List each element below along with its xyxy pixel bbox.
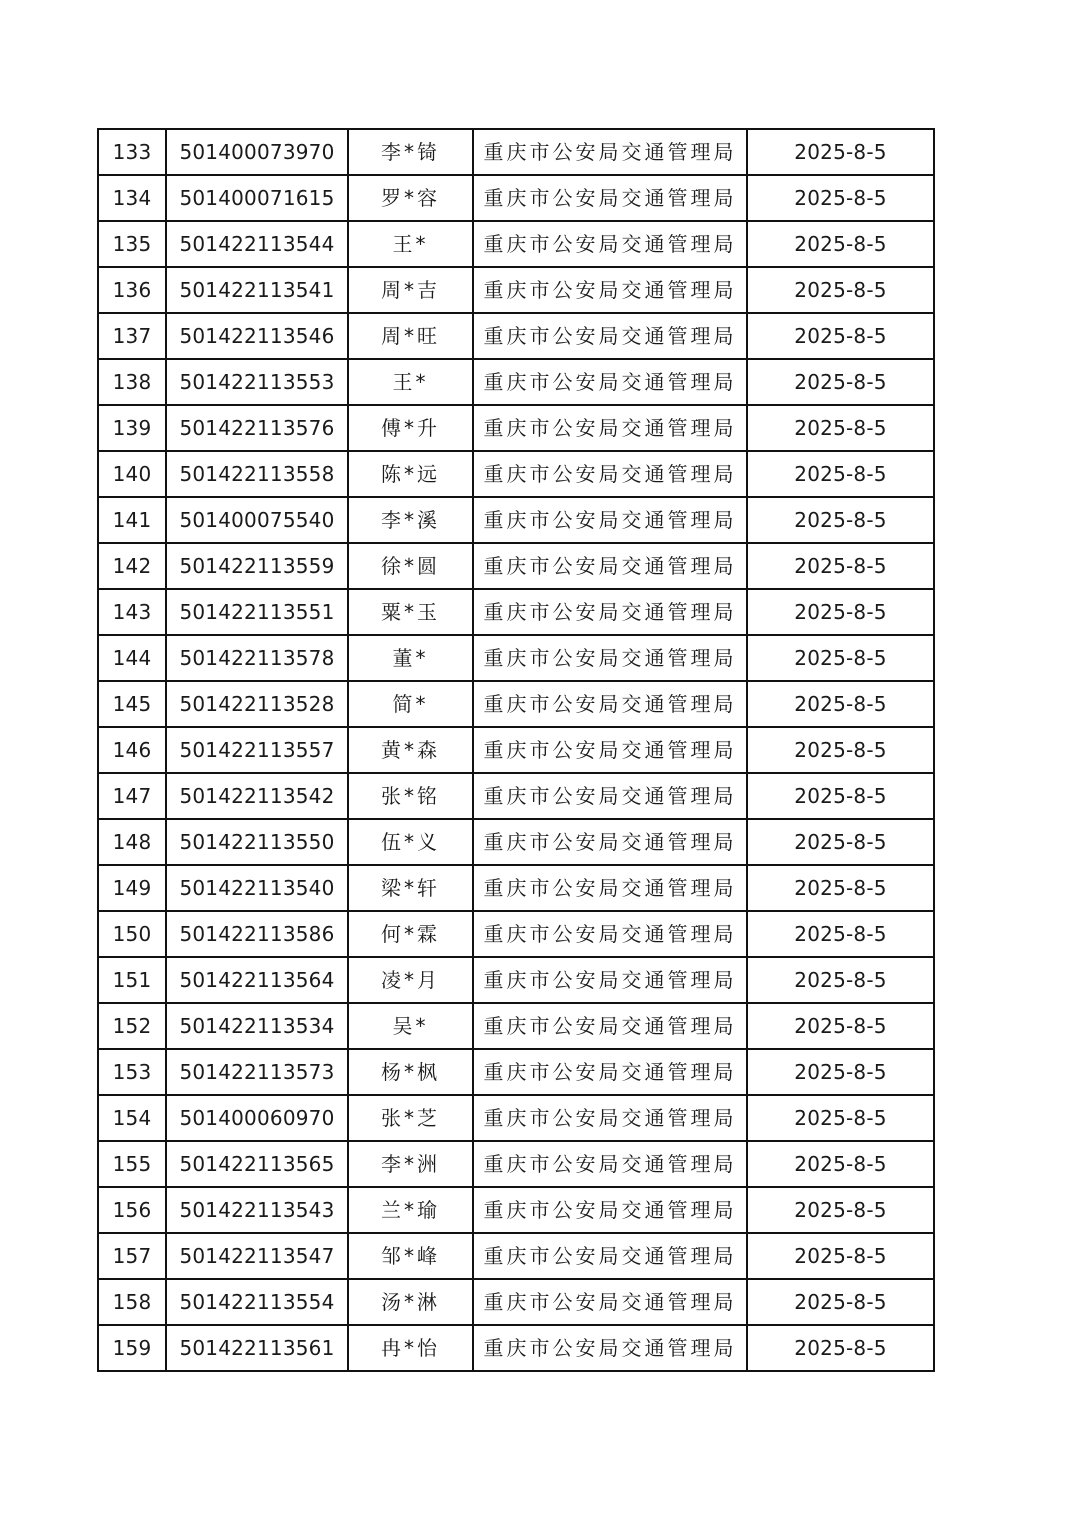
table-row xyxy=(98,635,934,681)
table-row xyxy=(98,589,934,635)
row-id-cell: 501422113550 xyxy=(166,819,348,865)
row-seq-cell: 151 xyxy=(98,957,166,1003)
row-org-cell: 重庆市公安局交通管理局 xyxy=(473,359,747,405)
row-name-cell: 何*霖 xyxy=(348,911,473,957)
row-name-cell: 李*溪 xyxy=(348,497,473,543)
row-date-cell: 2025-8-5 xyxy=(747,727,934,773)
row-name-cell: 简* xyxy=(348,681,473,727)
row-seq-cell: 145 xyxy=(98,681,166,727)
table-row xyxy=(98,267,934,313)
table-row xyxy=(98,359,934,405)
row-seq-cell: 143 xyxy=(98,589,166,635)
row-seq-cell: 146 xyxy=(98,727,166,773)
row-name-cell: 罗*容 xyxy=(348,175,473,221)
row-org-cell: 重庆市公安局交通管理局 xyxy=(473,1279,747,1325)
row-id-cell: 501422113558 xyxy=(166,451,348,497)
row-org-cell: 重庆市公安局交通管理局 xyxy=(473,175,747,221)
row-id-cell: 501422113542 xyxy=(166,773,348,819)
row-id-cell: 501422113559 xyxy=(166,543,348,589)
row-date-cell: 2025-8-5 xyxy=(747,129,934,175)
row-date-cell: 2025-8-5 xyxy=(747,221,934,267)
row-date-cell: 2025-8-5 xyxy=(747,635,934,681)
row-date-cell: 2025-8-5 xyxy=(747,175,934,221)
row-id-cell: 501422113528 xyxy=(166,681,348,727)
row-seq-cell: 139 xyxy=(98,405,166,451)
row-seq-cell: 154 xyxy=(98,1095,166,1141)
row-name-cell: 傅*升 xyxy=(348,405,473,451)
row-org-cell: 重庆市公安局交通管理局 xyxy=(473,1233,747,1279)
row-seq-cell: 147 xyxy=(98,773,166,819)
row-date-cell: 2025-8-5 xyxy=(747,451,934,497)
row-seq-cell: 135 xyxy=(98,221,166,267)
row-date-cell: 2025-8-5 xyxy=(747,865,934,911)
row-seq-cell: 157 xyxy=(98,1233,166,1279)
table-row xyxy=(98,819,934,865)
row-id-cell: 501422113546 xyxy=(166,313,348,359)
row-org-cell: 重庆市公安局交通管理局 xyxy=(473,865,747,911)
row-name-cell: 黄*森 xyxy=(348,727,473,773)
row-org-cell: 重庆市公安局交通管理局 xyxy=(473,313,747,359)
table-row xyxy=(98,1187,934,1233)
row-date-cell: 2025-8-5 xyxy=(747,405,934,451)
table-row xyxy=(98,175,934,221)
table-row xyxy=(98,1233,934,1279)
row-org-cell: 重庆市公安局交通管理局 xyxy=(473,1095,747,1141)
row-date-cell: 2025-8-5 xyxy=(747,773,934,819)
row-seq-cell: 133 xyxy=(98,129,166,175)
row-name-cell: 杨*枫 xyxy=(348,1049,473,1095)
row-org-cell: 重庆市公安局交通管理局 xyxy=(473,819,747,865)
row-id-cell: 501422113543 xyxy=(166,1187,348,1233)
row-org-cell: 重庆市公安局交通管理局 xyxy=(473,773,747,819)
row-seq-cell: 158 xyxy=(98,1279,166,1325)
row-date-cell: 2025-8-5 xyxy=(747,1325,934,1371)
row-name-cell: 王* xyxy=(348,221,473,267)
row-date-cell: 2025-8-5 xyxy=(747,589,934,635)
table-row xyxy=(98,129,934,175)
row-date-cell: 2025-8-5 xyxy=(747,313,934,359)
row-org-cell: 重庆市公安局交通管理局 xyxy=(473,129,747,175)
row-date-cell: 2025-8-5 xyxy=(747,1049,934,1095)
records-table xyxy=(97,128,935,1372)
row-id-cell: 501422113554 xyxy=(166,1279,348,1325)
row-id-cell: 501422113553 xyxy=(166,359,348,405)
row-name-cell: 陈*远 xyxy=(348,451,473,497)
table-row xyxy=(98,1049,934,1095)
row-seq-cell: 156 xyxy=(98,1187,166,1233)
table-row xyxy=(98,1095,934,1141)
row-seq-cell: 159 xyxy=(98,1325,166,1371)
row-date-cell: 2025-8-5 xyxy=(747,1095,934,1141)
row-name-cell: 伍*义 xyxy=(348,819,473,865)
row-seq-cell: 155 xyxy=(98,1141,166,1187)
row-id-cell: 501422113576 xyxy=(166,405,348,451)
row-org-cell: 重庆市公安局交通管理局 xyxy=(473,911,747,957)
row-id-cell: 501422113564 xyxy=(166,957,348,1003)
row-date-cell: 2025-8-5 xyxy=(747,543,934,589)
row-org-cell: 重庆市公安局交通管理局 xyxy=(473,221,747,267)
row-org-cell: 重庆市公安局交通管理局 xyxy=(473,451,747,497)
row-seq-cell: 134 xyxy=(98,175,166,221)
row-org-cell: 重庆市公安局交通管理局 xyxy=(473,957,747,1003)
row-name-cell: 周*吉 xyxy=(348,267,473,313)
row-name-cell: 李*锜 xyxy=(348,129,473,175)
row-id-cell: 501422113541 xyxy=(166,267,348,313)
row-org-cell: 重庆市公安局交通管理局 xyxy=(473,1325,747,1371)
row-name-cell: 王* xyxy=(348,359,473,405)
table-row xyxy=(98,1141,934,1187)
row-org-cell: 重庆市公安局交通管理局 xyxy=(473,267,747,313)
row-name-cell: 兰*瑜 xyxy=(348,1187,473,1233)
table-row xyxy=(98,221,934,267)
table-row xyxy=(98,543,934,589)
row-seq-cell: 136 xyxy=(98,267,166,313)
table-row xyxy=(98,727,934,773)
row-seq-cell: 153 xyxy=(98,1049,166,1095)
records-table-body xyxy=(98,129,934,1371)
row-id-cell: 501422113573 xyxy=(166,1049,348,1095)
row-org-cell: 重庆市公安局交通管理局 xyxy=(473,543,747,589)
row-id-cell: 501422113578 xyxy=(166,635,348,681)
row-date-cell: 2025-8-5 xyxy=(747,1233,934,1279)
table-row xyxy=(98,1003,934,1049)
table-row xyxy=(98,405,934,451)
row-id-cell: 501400073970 xyxy=(166,129,348,175)
row-seq-cell: 137 xyxy=(98,313,166,359)
row-date-cell: 2025-8-5 xyxy=(747,681,934,727)
row-name-cell: 梁*轩 xyxy=(348,865,473,911)
row-id-cell: 501422113557 xyxy=(166,727,348,773)
table-row xyxy=(98,1325,934,1371)
row-name-cell: 吴* xyxy=(348,1003,473,1049)
row-seq-cell: 148 xyxy=(98,819,166,865)
row-name-cell: 周*旺 xyxy=(348,313,473,359)
row-name-cell: 邹*峰 xyxy=(348,1233,473,1279)
row-name-cell: 李*洲 xyxy=(348,1141,473,1187)
row-seq-cell: 140 xyxy=(98,451,166,497)
row-name-cell: 董* xyxy=(348,635,473,681)
row-id-cell: 501422113547 xyxy=(166,1233,348,1279)
table-row xyxy=(98,773,934,819)
row-id-cell: 501422113544 xyxy=(166,221,348,267)
row-org-cell: 重庆市公安局交通管理局 xyxy=(473,727,747,773)
row-id-cell: 501400060970 xyxy=(166,1095,348,1141)
row-id-cell: 501422113551 xyxy=(166,589,348,635)
row-org-cell: 重庆市公安局交通管理局 xyxy=(473,405,747,451)
row-date-cell: 2025-8-5 xyxy=(747,1187,934,1233)
row-date-cell: 2025-8-5 xyxy=(747,359,934,405)
row-name-cell: 凌*月 xyxy=(348,957,473,1003)
row-id-cell: 501422113561 xyxy=(166,1325,348,1371)
table-row xyxy=(98,957,934,1003)
row-org-cell: 重庆市公安局交通管理局 xyxy=(473,681,747,727)
row-id-cell: 501422113586 xyxy=(166,911,348,957)
table-row xyxy=(98,911,934,957)
row-name-cell: 张*铭 xyxy=(348,773,473,819)
row-id-cell: 501400071615 xyxy=(166,175,348,221)
row-seq-cell: 142 xyxy=(98,543,166,589)
row-name-cell: 张*芝 xyxy=(348,1095,473,1141)
row-org-cell: 重庆市公安局交通管理局 xyxy=(473,1141,747,1187)
row-org-cell: 重庆市公安局交通管理局 xyxy=(473,1003,747,1049)
row-org-cell: 重庆市公安局交通管理局 xyxy=(473,635,747,681)
row-seq-cell: 141 xyxy=(98,497,166,543)
table-row xyxy=(98,497,934,543)
row-seq-cell: 138 xyxy=(98,359,166,405)
row-seq-cell: 144 xyxy=(98,635,166,681)
row-org-cell: 重庆市公安局交通管理局 xyxy=(473,589,747,635)
row-seq-cell: 149 xyxy=(98,865,166,911)
row-name-cell: 徐*圆 xyxy=(348,543,473,589)
table-row xyxy=(98,1279,934,1325)
row-date-cell: 2025-8-5 xyxy=(747,497,934,543)
row-id-cell: 501422113565 xyxy=(166,1141,348,1187)
table-row xyxy=(98,451,934,497)
row-seq-cell: 152 xyxy=(98,1003,166,1049)
row-date-cell: 2025-8-5 xyxy=(747,819,934,865)
row-date-cell: 2025-8-5 xyxy=(747,1003,934,1049)
row-id-cell: 501422113534 xyxy=(166,1003,348,1049)
row-org-cell: 重庆市公安局交通管理局 xyxy=(473,1187,747,1233)
row-date-cell: 2025-8-5 xyxy=(747,911,934,957)
row-seq-cell: 150 xyxy=(98,911,166,957)
row-id-cell: 501400075540 xyxy=(166,497,348,543)
table-row xyxy=(98,865,934,911)
row-org-cell: 重庆市公安局交通管理局 xyxy=(473,1049,747,1095)
row-date-cell: 2025-8-5 xyxy=(747,267,934,313)
row-date-cell: 2025-8-5 xyxy=(747,1141,934,1187)
row-date-cell: 2025-8-5 xyxy=(747,957,934,1003)
row-id-cell: 501422113540 xyxy=(166,865,348,911)
row-name-cell: 粟*玉 xyxy=(348,589,473,635)
row-date-cell: 2025-8-5 xyxy=(747,1279,934,1325)
table-row xyxy=(98,681,934,727)
row-org-cell: 重庆市公安局交通管理局 xyxy=(473,497,747,543)
row-name-cell: 冉*怡 xyxy=(348,1325,473,1371)
row-name-cell: 汤*淋 xyxy=(348,1279,473,1325)
table-row xyxy=(98,313,934,359)
